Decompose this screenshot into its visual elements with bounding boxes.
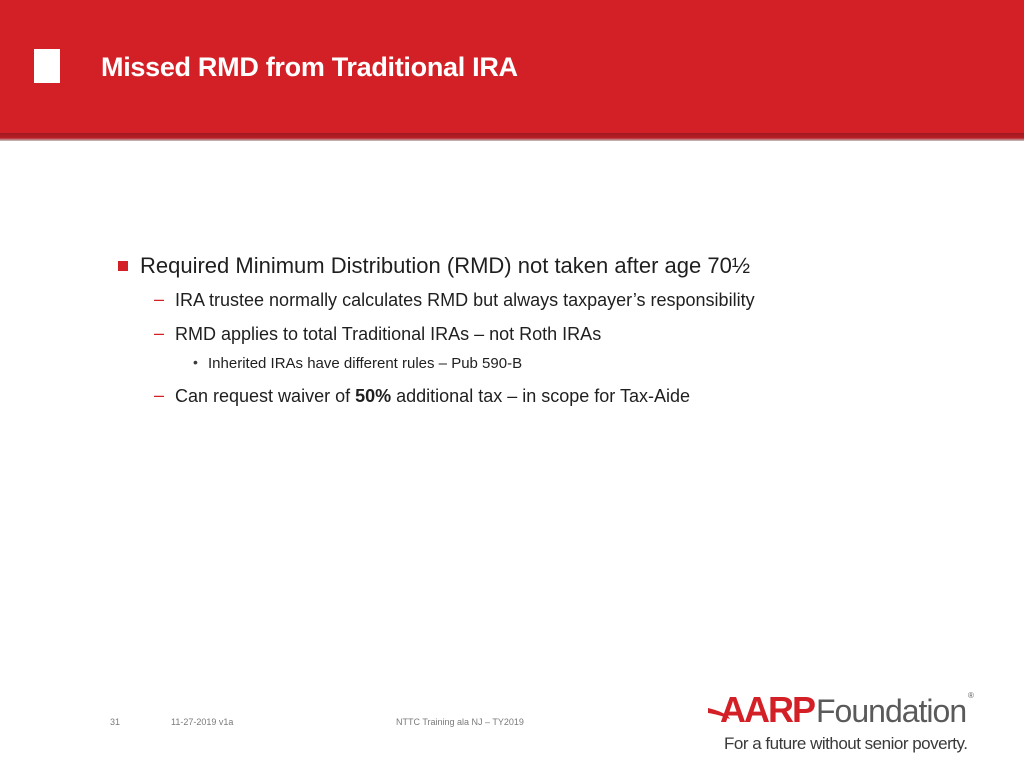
aarp-foundation-logo xyxy=(706,686,978,756)
logo-tagline: For a future without senior poverty. xyxy=(724,734,968,753)
title-marker xyxy=(34,49,60,83)
waiver-text-end: additional tax – in scope for Tax-Aide xyxy=(391,386,690,406)
logo-name: Foundation xyxy=(816,693,967,729)
slide-title: Missed RMD from Traditional IRA xyxy=(101,52,518,82)
dash-bullet-icon: – xyxy=(154,323,165,343)
sub-bullet-inherited-iras: Inherited IRAs have different rules – Pub 590-B xyxy=(208,355,523,372)
square-bullet-icon xyxy=(118,261,128,271)
footer-version: 11-27-2019 v1a xyxy=(171,717,234,727)
dot-bullet-icon: • xyxy=(193,354,198,370)
sub-bullet-waiver xyxy=(175,386,690,407)
sub-bullet-trustee: IRA trustee normally calculates RMD but always taxpayer’s responsibility xyxy=(175,290,755,310)
bullet-rmd-not-taken: Required Minimum Distribution (RMD) not taken after age 70½ xyxy=(140,253,751,278)
sub-bullet-total-iras: RMD applies to total Traditional IRAs – not Roth IRAs xyxy=(175,324,602,344)
waiver-text-start: Can request waiver of xyxy=(175,386,356,406)
registered-mark-icon: ® xyxy=(968,691,974,700)
waiver-percent: 50% xyxy=(355,386,392,406)
title-bar-shadow xyxy=(0,133,1024,141)
logo-brand: AARP xyxy=(720,689,815,730)
dash-bullet-icon: – xyxy=(154,289,165,309)
footer-course: NTTC Training ala NJ – TY2019 xyxy=(396,717,524,727)
dash-bullet-icon: – xyxy=(154,385,165,405)
slide-number: 31 xyxy=(110,717,121,727)
title-bar xyxy=(0,0,1024,133)
